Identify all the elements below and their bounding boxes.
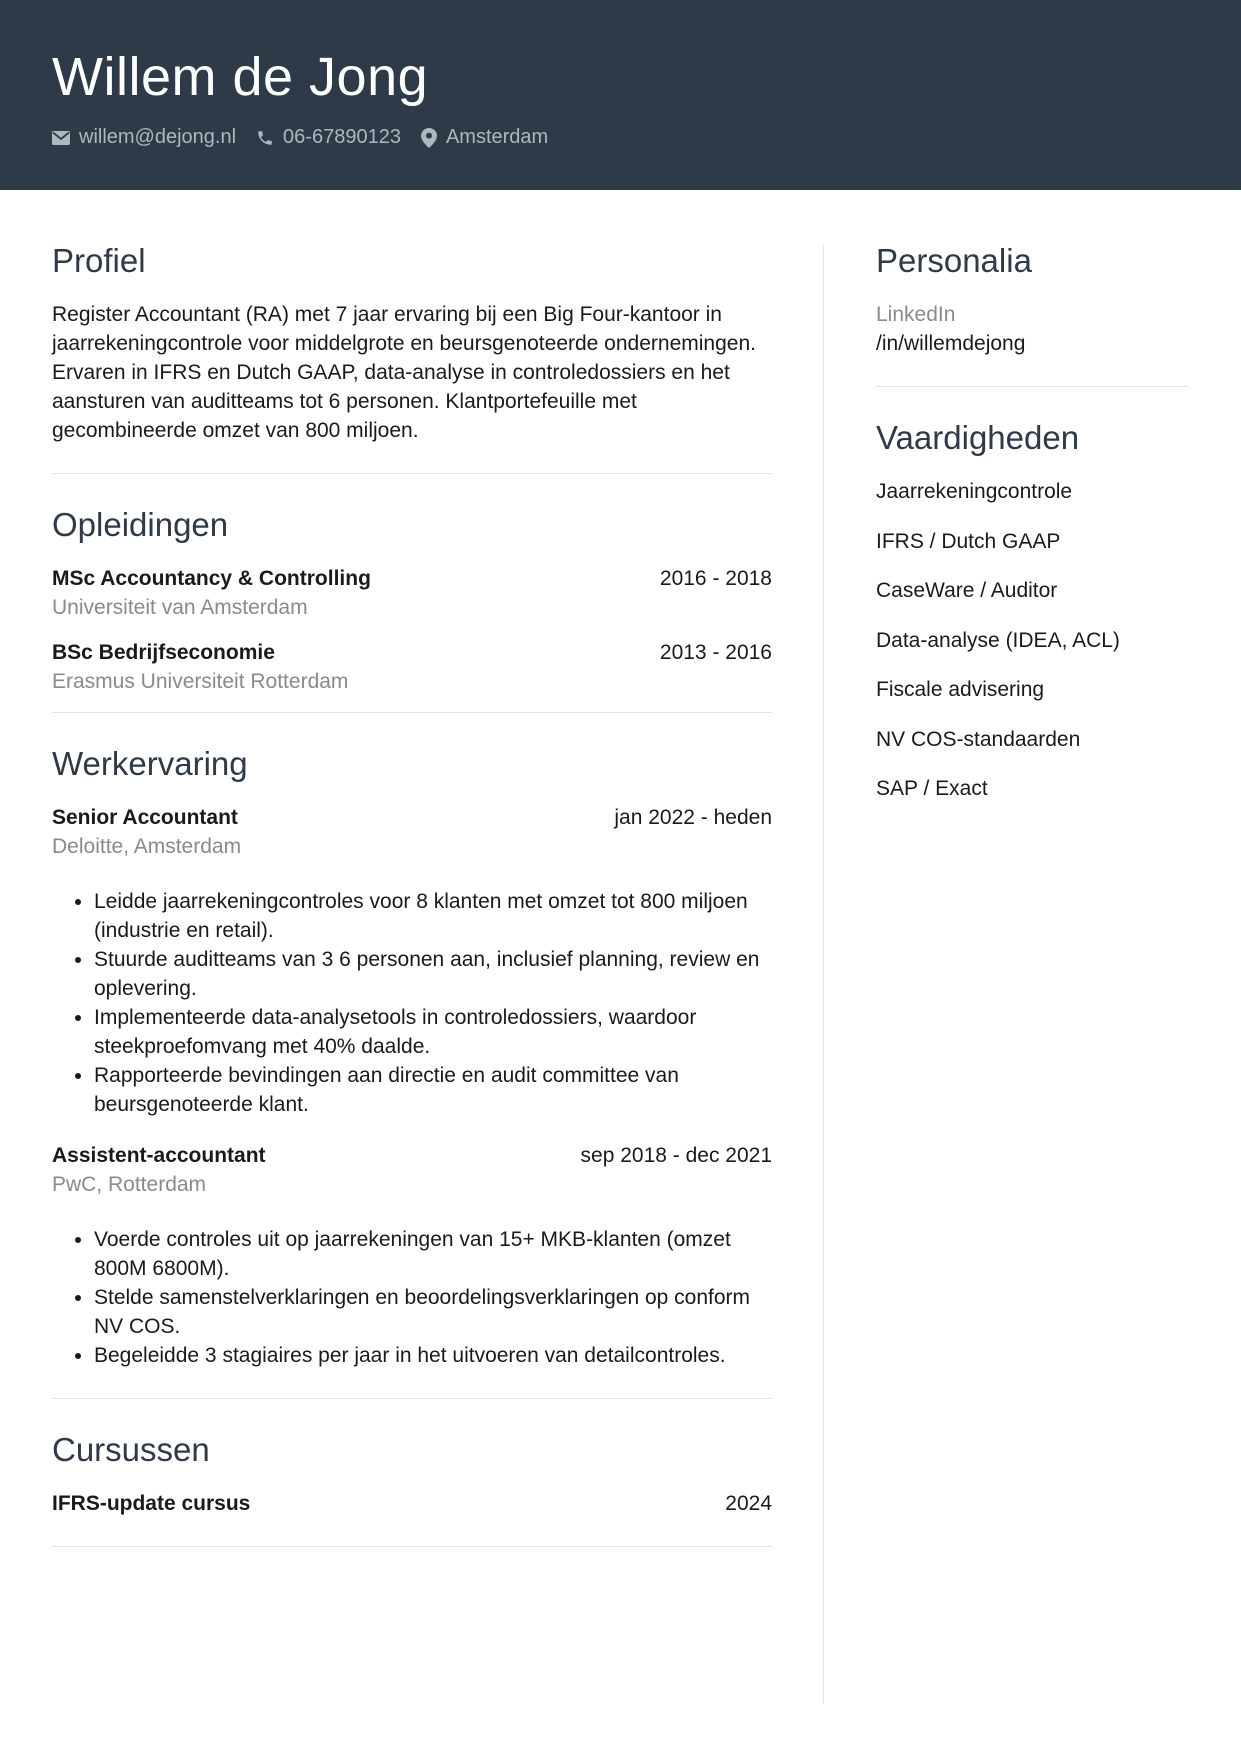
linkedin-value: /in/willemdejong	[876, 332, 1026, 355]
skill-item: SAP / Exact	[876, 777, 988, 800]
map-pin-icon	[421, 128, 437, 148]
section-divider	[52, 1398, 772, 1399]
experience-section	[52, 743, 772, 1370]
job-bullet: • Leidde jaarrekeningcontroles voor 8 klanten met omzet tot 800 miljoen (industrie en retail).	[94, 887, 772, 945]
section-title-skills: Vaardigheden	[876, 419, 1080, 456]
section-divider	[52, 1546, 772, 1547]
section-title-education: Opleidingen	[52, 506, 229, 543]
job-period: sep 2018 - dec 2021	[580, 1144, 772, 1167]
job-bullets	[52, 1225, 772, 1370]
job-bullet: • Rapporteerde bevindingen aan directie en audit committee van beursgenoteerde klant.	[94, 1061, 772, 1119]
section-divider	[876, 386, 1188, 387]
course-name: IFRS-update cursus	[52, 1492, 251, 1515]
city-text: Amsterdam	[445, 126, 549, 148]
profile-section	[52, 240, 772, 445]
education-entry	[52, 564, 772, 622]
job-company: Deloitte, Amsterdam	[52, 835, 242, 858]
phone-icon	[256, 129, 274, 147]
skill-item: NV COS-standaarden	[876, 727, 1081, 751]
email-text: willem@dejong.nl	[79, 126, 237, 148]
section-title-experience: Werkervaring	[52, 745, 248, 782]
contact-bar	[52, 126, 1241, 149]
degree-years: 2013 - 2016	[659, 641, 772, 664]
header-banner	[0, 0, 1241, 190]
envelope-icon	[52, 131, 70, 145]
job-bullet: • Voerde controles uit op jaarrekeningen van 15+ MKB-klanten (omzet 800M 6800M).	[94, 1225, 772, 1283]
job-bullets	[52, 887, 772, 1119]
education-section	[52, 504, 772, 696]
school-name: Erasmus Universiteit Rotterdam	[52, 670, 349, 693]
skill-item: Data-analyse (IDEA, ACL)	[876, 628, 1120, 652]
skill-item: CaseWare / Auditor	[876, 579, 1058, 602]
school-name: Universiteit van Amsterdam	[52, 596, 308, 619]
job-entry	[52, 803, 772, 1119]
candidate-name: Willem de Jong	[52, 47, 429, 107]
linkedin-label: LinkedIn	[876, 303, 956, 326]
job-entry	[52, 1141, 772, 1370]
job-bullet: • Stuurde auditteams van 3 6 personen aan, inclusief planning, review en oplevering.	[94, 945, 772, 1003]
contact-phone	[256, 126, 401, 149]
phone-text: 06-67890123	[283, 126, 401, 148]
job-period: jan 2022 - heden	[614, 806, 772, 829]
degree-title: MSc Accountancy & Controlling	[52, 567, 371, 590]
section-title-profile: Profiel	[52, 242, 146, 279]
main-column	[52, 240, 772, 1577]
education-entry	[52, 638, 772, 696]
skills-section	[876, 417, 1188, 803]
job-role: Assistent-accountant	[52, 1144, 266, 1167]
course-entry	[52, 1489, 772, 1518]
section-title-courses: Cursussen	[52, 1431, 210, 1468]
profile-text: Register Accountant (RA) met 7 jaar ervaring bij een Big Four-kantoor in jaarrekeningcontrole voor middelgrote en beursgenoteerde ondernemingen. Ervaren in IFRS en Dutch GAAP, data-analyse in controledossiers en het aansturen van auditteams tot 6 personen. Klantportefeuille met gecombineerde omzet van 800 miljoen.	[52, 303, 756, 442]
job-bullet: • Stelde samenstelverklaringen en beoordelingsverklaringen op conform NV COS.	[94, 1283, 772, 1341]
job-bullet: • Implementeerde data-analysetools in controledossiers, waardoor steekproefomvang met 40% daalde.	[94, 1003, 772, 1061]
job-role: Senior Accountant	[52, 806, 238, 829]
skill-item: IFRS / Dutch GAAP	[876, 529, 1061, 553]
section-divider	[52, 473, 772, 474]
course-year: 2024	[725, 1492, 772, 1515]
contact-location	[421, 126, 548, 149]
job-bullet: • Begeleidde 3 stagiaires per jaar in het uitvoeren van detailcontroles.	[94, 1341, 772, 1370]
skill-item: Jaarrekeningcontrole	[876, 480, 1073, 503]
degree-title: BSc Bedrijfseconomie	[52, 641, 275, 664]
section-divider	[52, 712, 772, 713]
courses-section	[52, 1429, 772, 1518]
side-column	[876, 240, 1188, 824]
column-divider	[823, 244, 824, 1704]
section-title-personal: Personalia	[876, 242, 1032, 279]
job-company: PwC, Rotterdam	[52, 1173, 207, 1196]
contact-email	[52, 126, 236, 149]
degree-years: 2016 - 2018	[659, 567, 772, 590]
personal-section	[876, 240, 1188, 358]
skill-item: Fiscale advisering	[876, 678, 1045, 701]
